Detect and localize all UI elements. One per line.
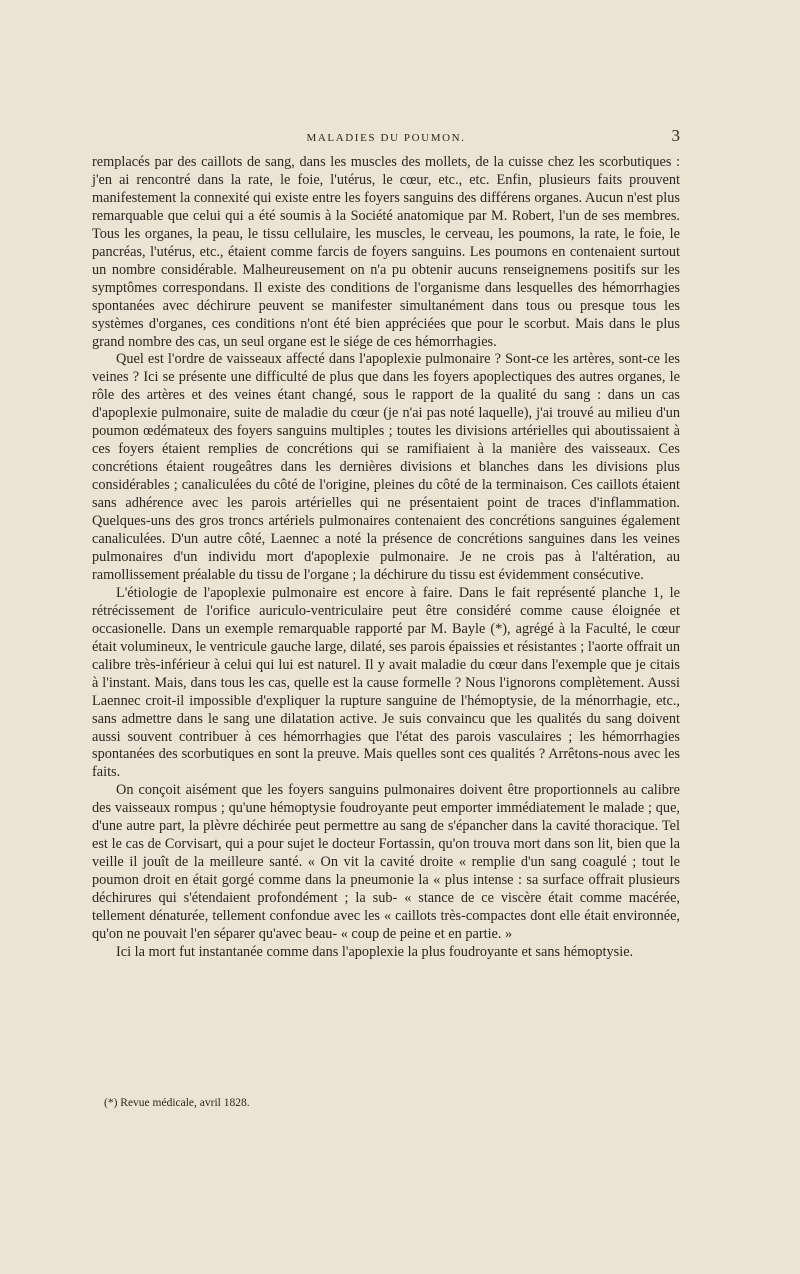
paragraph-etiology: L'étiologie de l'apoplexie pulmonaire est encore à faire. Dans le fait représenté planche 1, le rétrécissement de l'orifice auriculo-ventriculaire peut être considéré comme cause éloignée et occasionelle. Dans un exemple remarquable rapporté par M. Bayle (*), agrégé à la Faculté, le cœur était volumineux, le ventricule gauche large, dilaté, ses parois épaissies et résistantes ; l'aorte offrait un calibre très-inférieur à celui qui lui est naturel. Il y avait maladie du cœur dans l'exemple que je citais à l'instant. Mais, dans tous les cas, quelle est la cause formelle ? Nous l'ignorons complètement. Aussi Laennec croit-il impossible d'expliquer la rupture sanguine de l'hémoptysie, de la ménorrhagie, etc., sans admettre dans le sang une dilatation active. Je suis convaincu que les qualités du sang doivent aussi souvent contribuer à ces hémorrhagies que l'état des parois vasculaires ; les hémorrhagies spontanées des scorbutiques en sont la preuve. Mais quelles sont ces qualités ? Arrêtons-nous avec les faits. bbox=[92, 584, 680, 781]
page-number: 3 bbox=[671, 126, 680, 145]
paragraph-vessels: Quel est l'ordre de vaisseaux affecté dans l'apoplexie pulmonaire ? Sont-ce les artères, sont-ce les veines ? Ici se présente une difficulté de plus que dans les foyers apoplectiques des autres organes, le rôle des artères et des veines étant changé, sous le rapport de la qualité du sang : dans un cas d'apoplexie pulmonaire, suite de maladie du cœur (je n'ai pas noté laquelle), j'ai trouvé au milieu d'un poumon œdémateux des foyers sanguins multiples ; toutes les divisions artérielles qui aboutissaient à ces foyers étaient remplies de concrétions qui se ramifiaient à la manière des vaisseaux. Ces concrétions étaient rougeâtres dans les dernières divisions et blanches dans les divisions plus considérables ; canaliculées du côté de l'origine, pleines du côté de la terminaison. Ces caillots étaient sans adhérence avec les parois artérielles qui ne présentaient point de traces d'inflammation. Quelques-uns des gros troncs artériels pulmonaires contenaient des concrétions sanguines également canaliculées. D'un autre côté, Laennec a noté la présence de concrétions sanguines dans les veines pulmonaires d'un individu mort d'apoplexie pulmonaire. Je ne crois pas à l'altération, au ramollissement préalable du tissu de l'organe ; la déchirure du tissu est évidemment consécutive. bbox=[92, 351, 680, 583]
paragraph-continuation: remplacés par des caillots de sang, dans les muscles des mollets, de la cuisse chez les scorbutiques : j'en ai rencontré dans la rate, le foie, l'utérus, le cœur, etc., etc. Enfin, plusieurs faits prouvent manifestement la connexité qui existe entre les foyers sanguins des différens organes. Aucun n'est plus remarquable que celui qui a été soumis à la Société anatomique par M. Robert, l'un de ses membres. Tous les organes, la peau, le tissu cellulaire, les muscles, le cerveau, les poumons, la rate, le foie, le pancréas, l'utérus, etc., étaient comme farcis de foyers sanguins. Les poumons en contenaient surtout un nombre considérable. Malheureusement on n'a pu obtenir aucuns renseignemens positifs sur les symptômes correspondans. Il existe des conditions de l'organisme dans lesquelles des hémorrhagies spontanées avec déchirure peuvent se manifester simultanément dans tous ou presque tous les systèmes d'organes, ces conditions n'ont été bien appréciées que pour le scorbut. Mais dans le plus grand nombre des cas, un seul organe est le siége de ces hémorrhagies. bbox=[92, 154, 680, 350]
body-text bbox=[92, 154, 680, 962]
running-title: MALADIES DU POUMON. bbox=[306, 132, 466, 144]
footnote: (*) Revue médicale, avril 1828. bbox=[104, 1097, 250, 1109]
paragraph-conclusion: Ici la mort fut instantanée comme dans l'apoplexie la plus foudroyante et sans hémoptysie. bbox=[116, 943, 634, 960]
paragraph-corvisart-case: On conçoit aisément que les foyers sanguins pulmonaires doivent être proportionnels au calibre des vaisseaux rompus ; qu'une hémoptysie foudroyante peut emporter immédiatement le malade ; que, d'une autre part, la plèvre déchirée peut permettre au sang de s'épancher dans la cavité thoracique. Tel est le cas de Corvisart, qui a pour sujet le docteur Fortassin, qu'on trouva mort dans son lit, bien que la veille il jouît de la meilleure santé. « On vit la cavité droite « remplie d'un sang coagulé ; tout le poumon droit en était gorgé comme dans la pneumonie la « plus intense : sa surface offrait plusieurs déchirures qui s'étendaient profondément ; la sub- « stance de ce viscère était comme macérée, tellement dénaturée, tellement confondue avec les « caillots très-compactes dont elle était environnée, qu'on ne pouvait l'en séparer qu'avec beau- « coup de peine et en partie. » bbox=[92, 782, 680, 942]
